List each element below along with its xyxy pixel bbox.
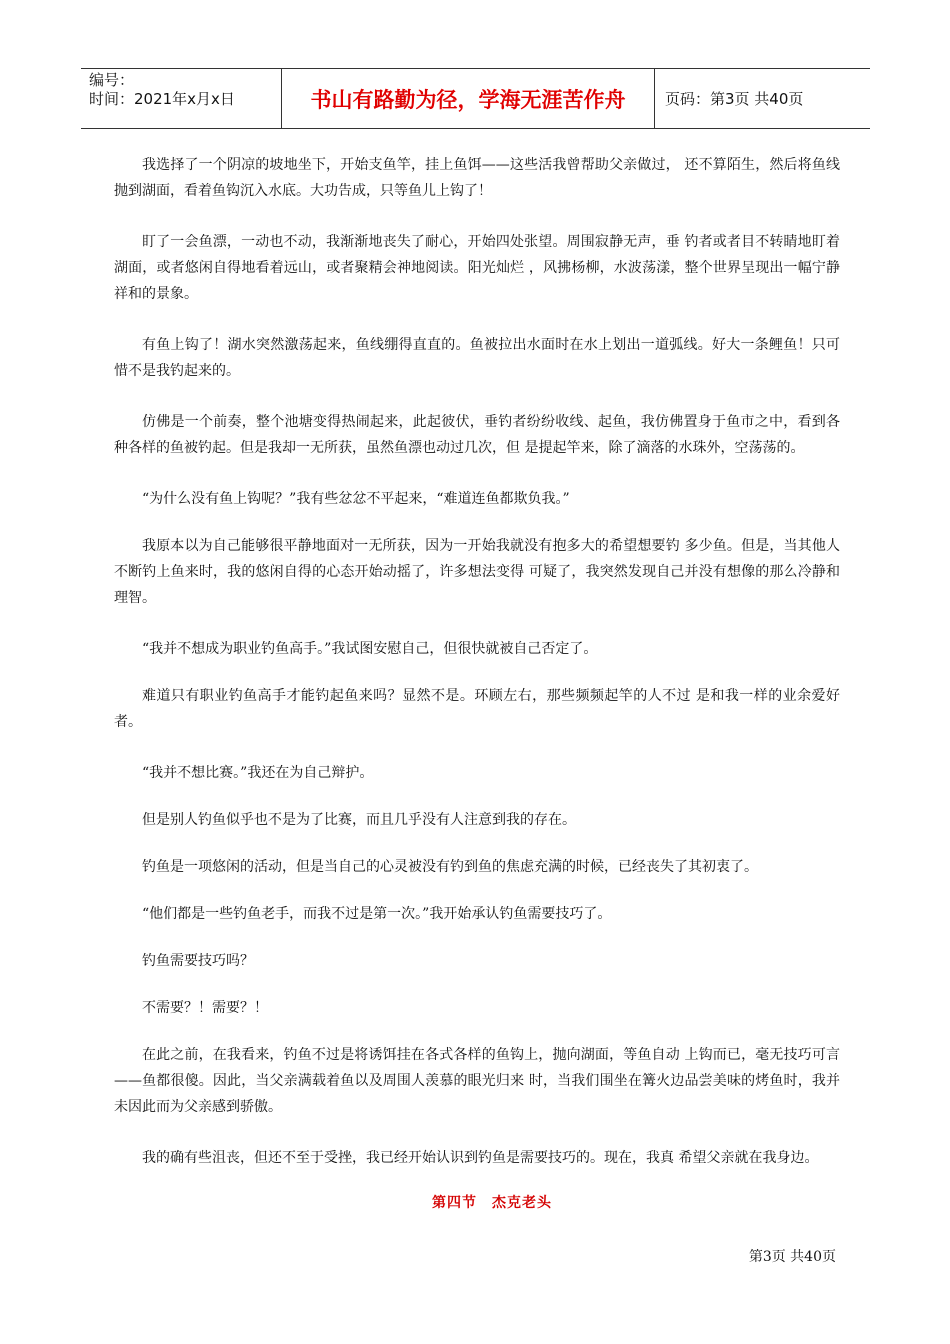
header-meta [81,69,282,128]
paragraph: “我并不想比赛。”我还在为自己辩护。 [142,765,374,781]
document-number-label: 编号： [89,71,135,89]
paragraph: 仿佛是一个前奏，整个池塘变得热闹起来，此起彼伏，垂钓者纷纷收线、起鱼，我仿佛置身于鱼市之中，看到各种各样的鱼被钓起。但是我却一无所获，虽然鱼漂也动过几次，但 是提起竿来，除了滴落的水珠外，空荡荡的。 [114,414,840,456]
paragraph: 难道只有职业钓鱼高手才能钓起鱼来吗？显然不是。环顾左右，那些频频起竿的人不过 是和我一样的业余爱好者。 [114,688,840,730]
paragraph: “为什么没有鱼上钩呢？”我有些忿忿不平起来，“难道连鱼都欺负我。” [142,491,570,507]
document-time-label: 时间：2021年x月x日 [89,90,235,108]
paragraph: 但是别人钓鱼似乎也不是为了比赛，而且几乎没有人注意到我的存在。 [142,812,576,828]
document-body [114,152,840,1212]
paragraph: “我并不想成为职业钓鱼高手。”我试图安慰自己，但很快就被自己否定了。 [142,641,598,657]
paragraph: 不需要？！需要？！ [142,1000,268,1016]
paragraph: 我的确有些沮丧，但还不至于受挫，我已经开始认识到钓鱼是需要技巧的。现在，我真 希望父亲就在我身边。 [142,1150,819,1166]
header-motto: 书山有路勤为径，学海无涯苦作舟 [282,69,655,128]
paragraph: 有鱼上钩了！湖水突然激荡起来，鱼线绷得直直的。鱼被拉出水面时在水上划出一道弧线。好大一条鲤鱼！只可惜不是我钓起来的。 [114,337,840,379]
paragraph: 我原本以为自己能够很平静地面对一无所获，因为一开始我就没有抱多大的希望想要钓 多少鱼。但是，当其他人不断钓上鱼来时，我的悠闲自得的心态开始动摇了，许多想法变得 可疑了，我突然发现自己并没有想像的那么冷静和理智。 [114,538,840,606]
paragraph: 在此之前，在我看来，钓鱼不过是将诱饵挂在各式各样的鱼钩上，抛向湖面，等鱼自动 上钩而已，毫无技巧可言——鱼都很傻。因此，当父亲满载着鱼以及周围人羡慕的眼光归来 时，当我们围坐在篝火边品尝美味的烤鱼时，我并未因此而为父亲感到骄傲。 [114,1047,840,1115]
paragraph: “他们都是一些钓鱼老手，而我不过是第一次。”我开始承认钓鱼需要技巧了。 [142,906,612,922]
section-title: 第四节 杰克老头 [432,1195,552,1211]
paragraph: 钓鱼需要技巧吗？ [142,953,254,969]
header-page-number: 页码：第3页 共40页 [665,90,804,108]
paragraph: 钓鱼是一项悠闲的活动，但是当自己的心灵被没有钓到鱼的焦虑充满的时候，已经丧失了其初衷了。 [142,859,758,875]
page-header [81,68,870,129]
paragraph: 我选择了一个阴凉的坡地坐下，开始支鱼竿，挂上鱼饵——这些活我曾帮助父亲做过， 还不算陌生，然后将鱼线抛到湖面，看着鱼钩沉入水底。大功告成，只等鱼儿上钩了！ [114,157,840,199]
paragraph: 盯了一会鱼漂，一动也不动，我渐渐地丧失了耐心，开始四处张望。周围寂静无声，垂 钓者或者目不转睛地盯着湖面，或者悠闲自得地看着远山，或者聚精会神地阅读。阳光灿烂 ，风拂杨柳，水波荡漾，整个世界呈现出一幅宁静祥和的景象。 [114,234,840,302]
page-footer: 第3页 共40页 [748,1249,836,1265]
